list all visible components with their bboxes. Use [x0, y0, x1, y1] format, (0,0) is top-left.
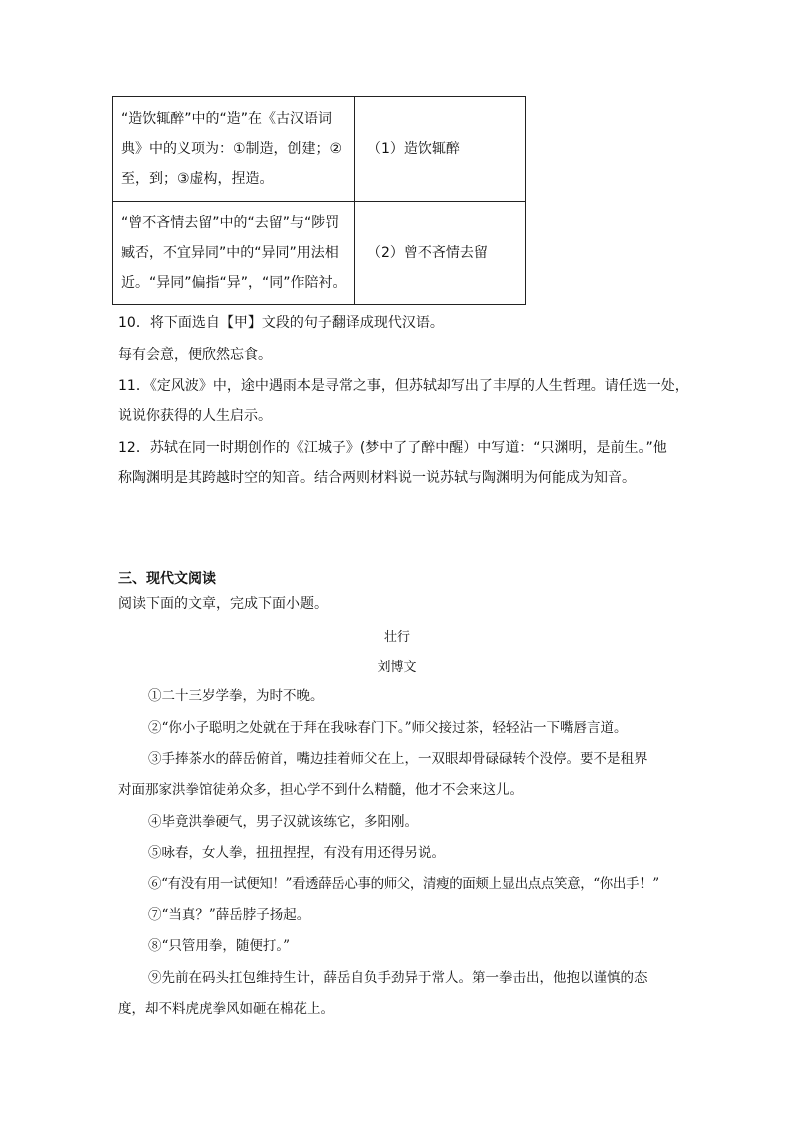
paragraph-3-line-1: ③手捧茶水的薛岳俯首，嘴边挂着师父在上，一双眼却骨碌碌转个没停。要不是租界 [148, 751, 648, 767]
table-cell-explanation: “曾不吝情去留”中的“去留”与“陟罚臧否，不宜异同”中的“异同”用法相近。“异同”偏指“异”，“同”作陪衬。 [113, 202, 355, 305]
paragraph-2: ②“你小子聪明之处就在于拜在我咏春门下。”师父接过茶，轻轻沾一下嘴唇言道。 [148, 720, 628, 736]
table-cell-explanation: “造饮辄醉”中的“造”在《古汉语词典》中的义项为：①制造，创建；②至，到；③虚构，捏造。 [113, 97, 355, 202]
question-10: 10．将下面选自【甲】文段的句子翻译成现代汉语。 [118, 315, 444, 331]
paragraph-1: ①二十三岁学拳，为时不晚。 [148, 688, 324, 704]
section-instruction: 阅读下面的文章，完成下面小题。 [118, 596, 328, 612]
table-cell-phrase: （1）造饮辄醉 [355, 97, 526, 202]
question-11-line-1: 11．《定风波》中，途中遇雨本是寻常之事，但苏轼却写出了丰厚的人生哲理。请任选一处， [118, 378, 689, 394]
paragraph-9-line-2: 度，却不料虎虎拳风如砸在棉花上。 [118, 1001, 334, 1017]
paragraph-7: ⑦“当真？”薛岳脖子扬起。 [148, 907, 311, 923]
table-cell-phrase: （2）曾不吝情去留 [355, 202, 526, 305]
paragraph-4: ④毕竟洪拳硬气，男子汉就该练它，多阳刚。 [148, 814, 418, 830]
paragraph-6: ⑥“有没有用一试便知！”看透薛岳心事的师父，清瘦的面颊上显出点点笑意，“你出手！” [148, 876, 659, 892]
reference-table [112, 96, 526, 305]
question-12-line-2: 称陶渊明是其跨越时空的知音。结合两则材料说一说苏轼与陶渊明为何能成为知音。 [118, 470, 636, 486]
paragraph-5: ⑤咏春，女人拳，扭扭捏捏，有没有用还得另说。 [148, 845, 445, 861]
story-title: 壮行 [383, 630, 410, 645]
paragraph-9-line-1: ⑨先前在码头扛包维持生计，薛岳自负手劲异于常人。第一拳击出，他抱以谨慎的态 [148, 970, 648, 986]
paragraph-3-line-2: 对面那家洪拳馆徒弟众多，担心学不到什么精髓，他才不会来这儿。 [118, 782, 523, 798]
paragraph-8: ⑧“只管用拳，随便打。” [148, 938, 291, 954]
table-row [113, 202, 526, 305]
question-11-line-2: 说说你获得的人生启示。 [118, 408, 272, 424]
question-10-sentence: 每有会意，便欣然忘食。 [118, 347, 272, 363]
section-heading: 三、现代文阅读 [118, 571, 216, 587]
table-row [113, 97, 526, 202]
story-author: 刘博文 [377, 660, 417, 675]
question-12-line-1: 12．苏轼在同一时期创作的《江城子》(梦中了了醉中醒）中写道：“只渊明，是前生。”他 [118, 440, 667, 456]
